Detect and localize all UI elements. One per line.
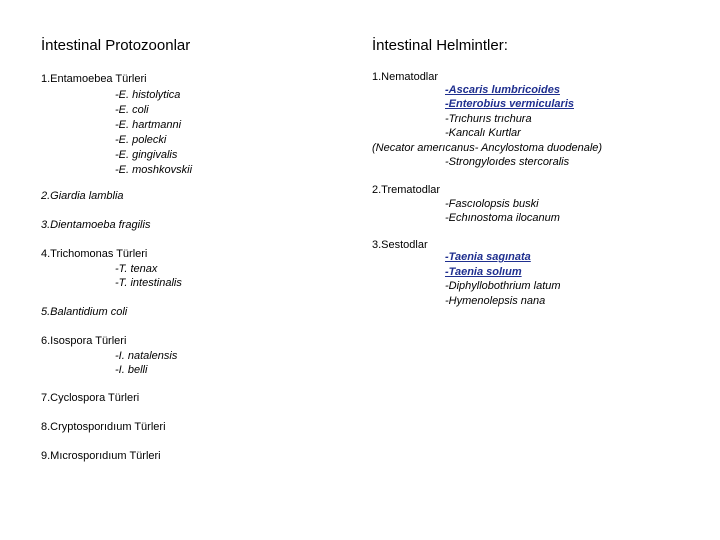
list-item: -E. hartmanni xyxy=(115,119,182,131)
list-item: -Hymenolepsis nana xyxy=(445,295,546,307)
protozoa-heading: İntestinal Protozoonlar xyxy=(41,37,191,54)
enterobius-link[interactable]: -Enterobius vermicularis xyxy=(445,98,574,110)
list-item: -I. belli xyxy=(115,364,148,376)
group-isospora-title: 6.Isospora Türleri xyxy=(41,335,127,347)
list-item: (Necator amerıcanus- Ancylostoma duodenale) xyxy=(372,142,603,154)
group-trematodes-title: 2.Trematodlar xyxy=(372,184,441,196)
list-item: -Diphyllobothrium latum xyxy=(445,280,561,292)
group-cestodes-title: 3.Sestodlar xyxy=(372,239,428,251)
list-item: -E. polecki xyxy=(115,134,167,146)
group-entamoeba-title: 1.Entamoebea Türleri xyxy=(41,73,147,85)
group-cyclospora-title: 7.Cyclospora Türleri xyxy=(41,392,140,404)
group-cryptosporidium-title: 8.Cryptosporıdıum Türleri xyxy=(41,421,166,433)
list-item: -T. intestinalis xyxy=(115,277,182,289)
list-item: -Echınostoma ilocanum xyxy=(445,212,560,224)
group-trichomonas-title: 4.Trichomonas Türleri xyxy=(41,248,148,260)
group-giardia-title: 2.Giardia lamblia xyxy=(41,190,124,202)
list-item: -E. gingivalis xyxy=(115,149,178,161)
list-item: -Kancalı Kurtlar xyxy=(445,127,521,139)
group-microsporidium-title: 9.Mıcrosporıdıum Türleri xyxy=(41,450,161,462)
list-item: -Strongyloıdes stercoralis xyxy=(445,156,570,168)
group-dientamoeba-title: 3.Dientamoeba fragilis xyxy=(41,219,151,231)
list-item: -Trıchurıs trıchura xyxy=(445,113,532,125)
list-item: -E. moshkovskii xyxy=(115,164,193,176)
taenia-saginata-link[interactable]: -Taenia sagınata xyxy=(445,251,531,263)
list-item: -T. tenax xyxy=(115,263,158,275)
ascaris-link[interactable]: -Ascaris lumbricoides xyxy=(445,84,560,96)
taenia-solium-link[interactable]: -Taenia solıum xyxy=(445,266,522,278)
list-item: -Fascıolopsis buski xyxy=(445,198,539,210)
list-item: -E. histolytica xyxy=(115,89,181,101)
list-item: -E. coli xyxy=(115,104,149,116)
group-balantidium-title: 5.Balantidium coli xyxy=(41,306,128,318)
group-nematodes-title: 1.Nematodlar xyxy=(372,71,439,83)
helminths-heading: İntestinal Helmintler: xyxy=(372,37,508,54)
list-item: -I. natalensis xyxy=(115,350,178,362)
